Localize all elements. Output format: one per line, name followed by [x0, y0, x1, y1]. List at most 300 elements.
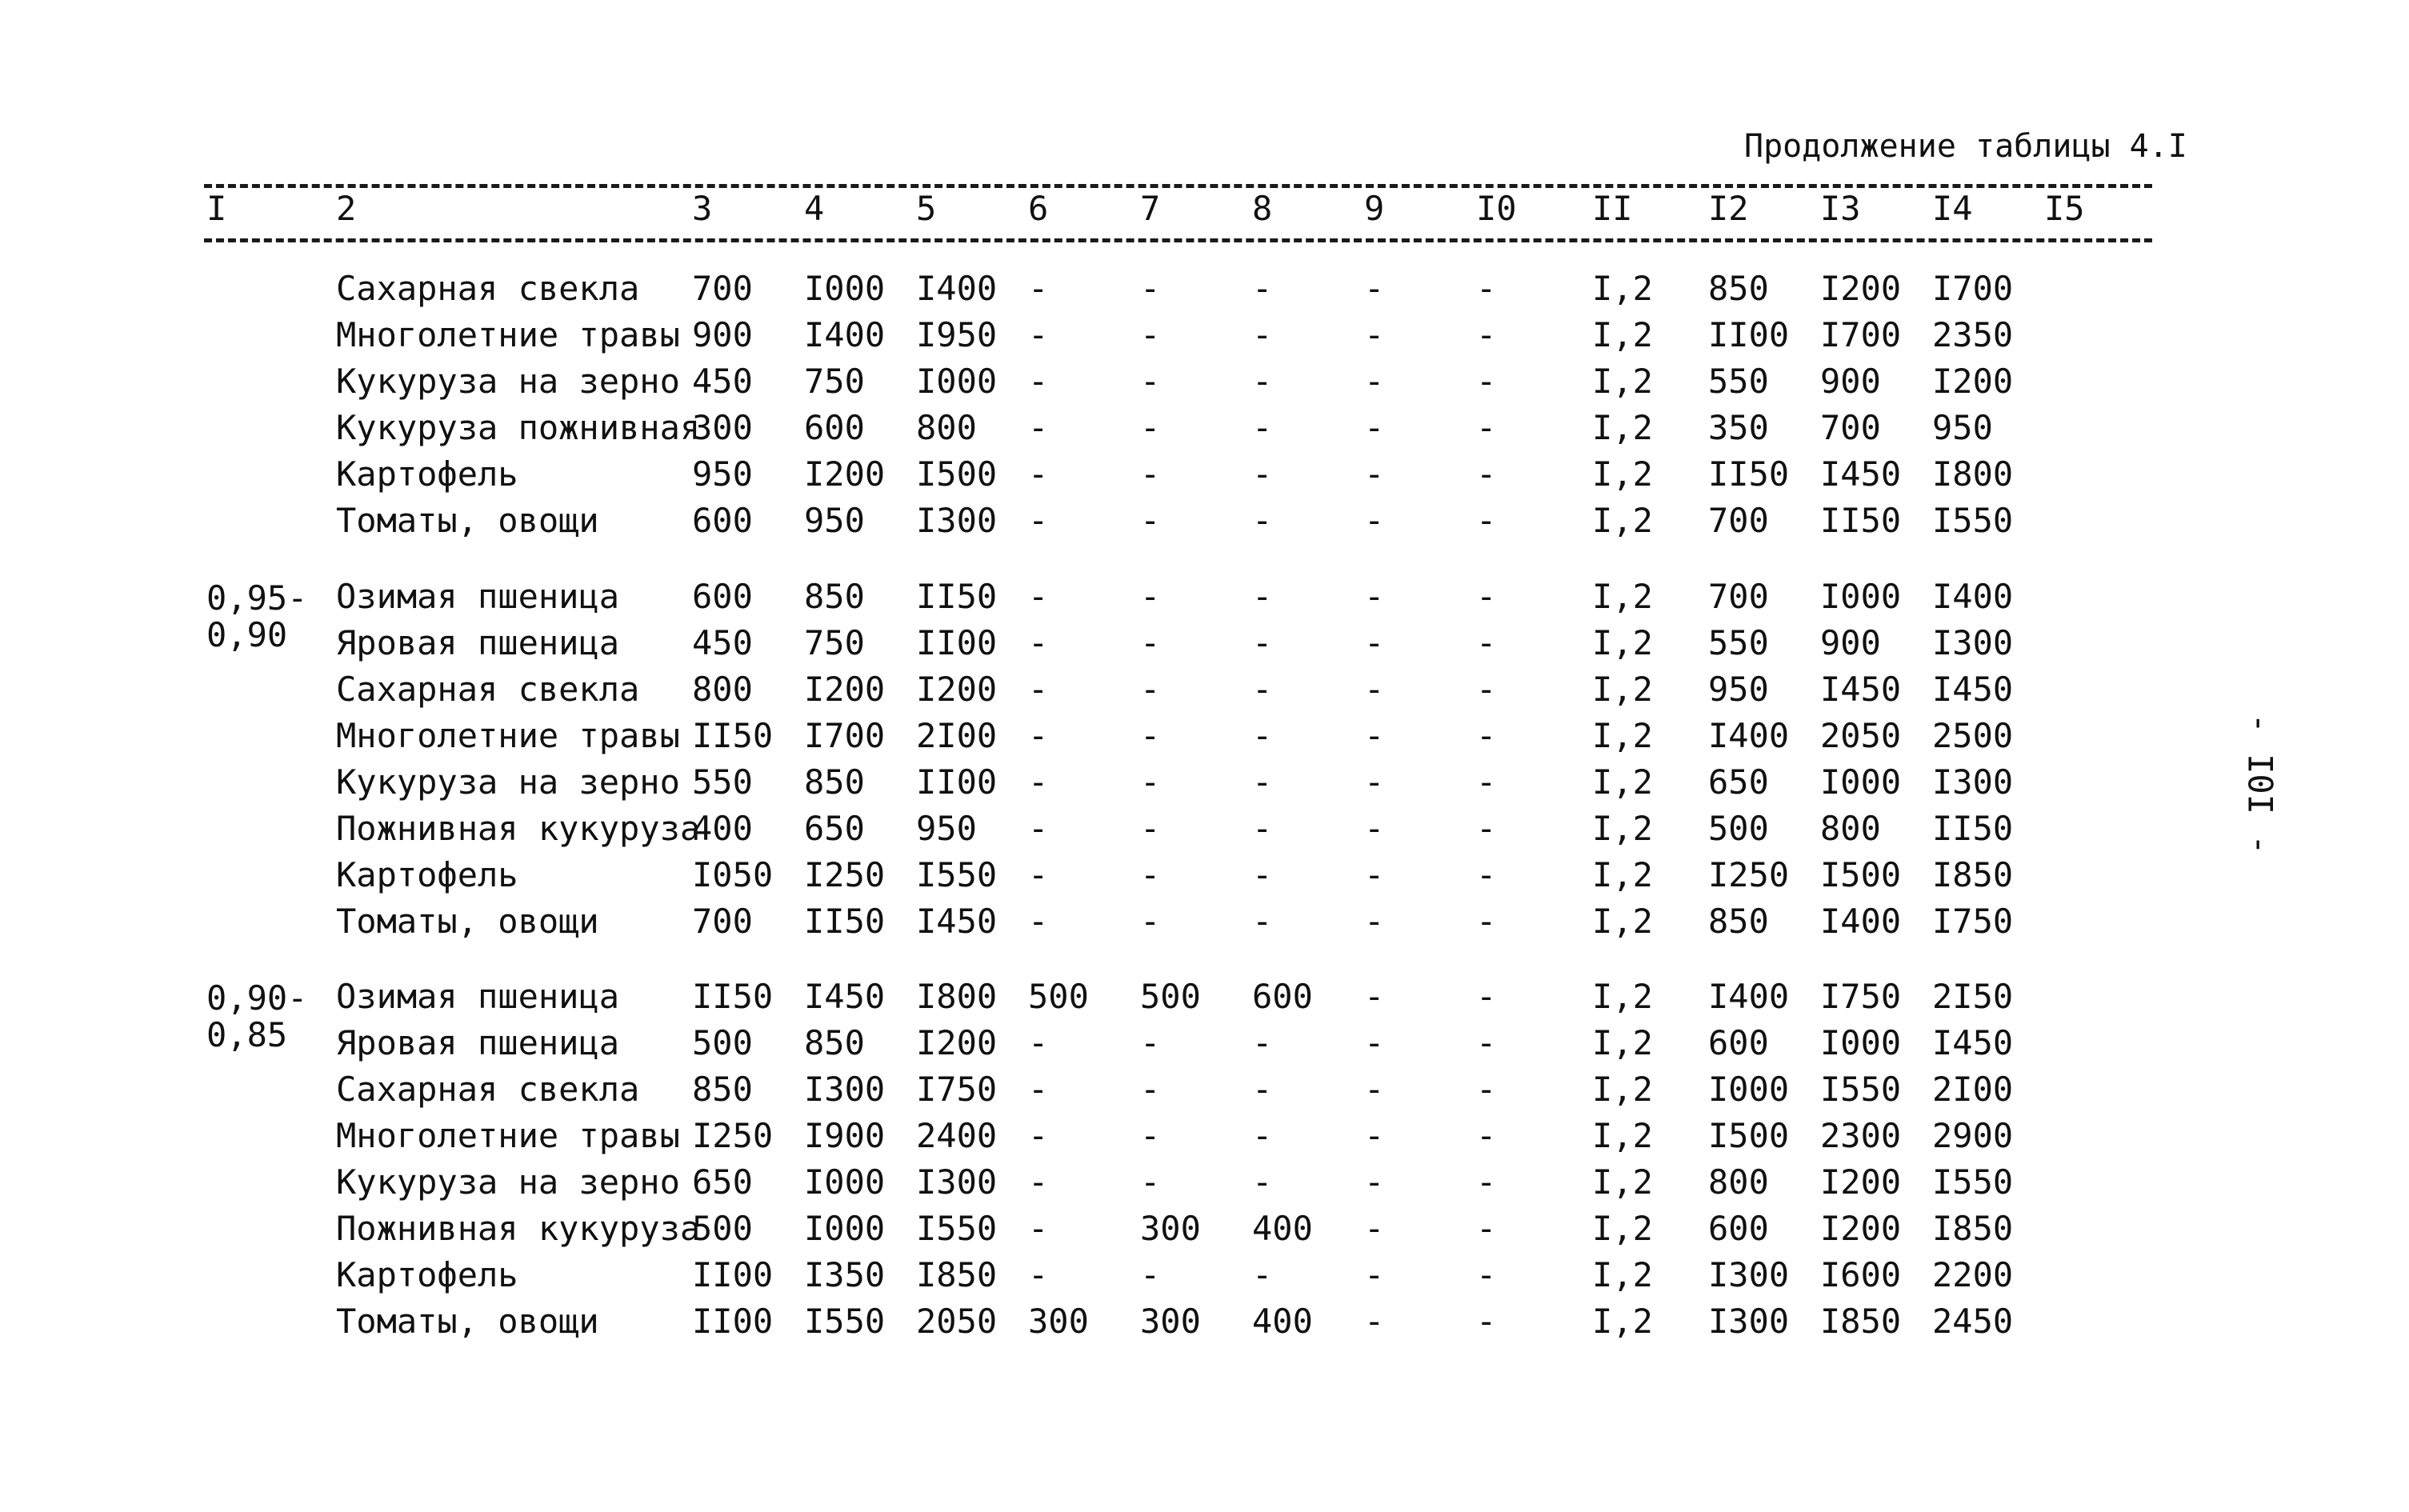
value-cell: I750: [1820, 977, 1902, 1016]
column-header-13: I3: [1820, 189, 1861, 228]
value-cell: -: [1028, 1023, 1049, 1062]
value-cell: -: [1252, 577, 1273, 616]
value-cell: I,2: [1592, 809, 1653, 848]
value-cell: -: [1252, 623, 1273, 662]
value-cell: 500: [692, 1209, 753, 1248]
crop-name-cell: Яровая пшеница: [336, 1023, 620, 1062]
value-cell: I,2: [1592, 315, 1653, 354]
crop-name-cell: Картофель: [336, 855, 518, 894]
value-cell: 600: [1708, 1023, 1769, 1062]
value-cell: I850: [1932, 1209, 2014, 1248]
value-cell: I000: [804, 269, 886, 308]
value-cell: -: [1140, 577, 1161, 616]
group-label: [206, 980, 307, 1054]
value-cell: -: [1476, 1116, 1497, 1155]
value-cell: 700: [1820, 408, 1881, 447]
group-label-line: 0,90: [206, 615, 288, 654]
value-cell: I,2: [1592, 269, 1653, 308]
value-cell: 750: [804, 623, 865, 662]
column-header-12: I2: [1708, 189, 1749, 228]
value-cell: 2450: [1932, 1302, 2014, 1341]
value-cell: 800: [1820, 809, 1881, 848]
value-cell: I550: [1820, 1070, 1902, 1109]
value-cell: -: [1252, 1255, 1273, 1294]
value-cell: -: [1028, 408, 1049, 447]
value-cell: -: [1140, 855, 1161, 894]
crop-name-cell: Картофель: [336, 454, 518, 494]
value-cell: -: [1364, 809, 1385, 848]
column-header-4: 4: [804, 189, 825, 228]
value-cell: II50: [916, 577, 998, 616]
value-cell: 850: [1708, 902, 1769, 941]
value-cell: -: [1252, 269, 1273, 308]
crop-name-cell: Сахарная свекла: [336, 1070, 640, 1109]
value-cell: I450: [1932, 1023, 2014, 1062]
value-cell: I,2: [1592, 362, 1653, 401]
column-header-5: 5: [916, 189, 937, 228]
value-cell: -: [1476, 408, 1497, 447]
value-cell: -: [1364, 1209, 1385, 1248]
value-cell: -: [1476, 762, 1497, 802]
value-cell: I,2: [1592, 977, 1653, 1016]
value-cell: I250: [692, 1116, 774, 1155]
value-cell: -: [1252, 362, 1273, 401]
value-cell: I200: [1820, 1209, 1902, 1248]
column-header-14: I4: [1932, 189, 1973, 228]
value-cell: 950: [916, 809, 977, 848]
value-cell: -: [1252, 1023, 1273, 1062]
value-cell: 700: [1708, 501, 1769, 540]
value-cell: 700: [692, 902, 753, 941]
value-cell: -: [1140, 501, 1161, 540]
value-cell: I550: [1932, 1162, 2014, 1202]
value-cell: -: [1140, 1023, 1161, 1062]
crop-name-cell: Пожнивная кукуруза: [336, 1209, 701, 1248]
value-cell: -: [1028, 902, 1049, 941]
value-cell: 2050: [1820, 716, 1902, 755]
group-label-line: 0,85: [206, 1015, 288, 1054]
value-cell: 400: [1252, 1209, 1313, 1248]
value-cell: 900: [692, 315, 753, 354]
value-cell: -: [1028, 577, 1049, 616]
value-cell: 700: [692, 269, 753, 308]
value-cell: -: [1140, 1116, 1161, 1155]
value-cell: -: [1140, 454, 1161, 494]
value-cell: I400: [1820, 902, 1902, 941]
value-cell: -: [1140, 716, 1161, 755]
crop-name-cell: Томаты, овощи: [336, 1302, 599, 1341]
value-cell: -: [1364, 855, 1385, 894]
value-cell: I,2: [1592, 577, 1653, 616]
value-cell: -: [1476, 454, 1497, 494]
value-cell: I,2: [1592, 670, 1653, 709]
header-bottom-rule: [204, 238, 2152, 242]
value-cell: -: [1140, 362, 1161, 401]
value-cell: 950: [804, 501, 865, 540]
value-cell: 500: [1028, 977, 1089, 1016]
value-cell: 850: [804, 762, 865, 802]
value-cell: II50: [1708, 454, 1790, 494]
value-cell: 850: [1708, 269, 1769, 308]
value-cell: -: [1364, 501, 1385, 540]
value-cell: -: [1140, 1255, 1161, 1294]
value-cell: 2I00: [1932, 1070, 2014, 1109]
crop-name-cell: Яровая пшеница: [336, 623, 620, 662]
value-cell: -: [1476, 716, 1497, 755]
value-cell: -: [1476, 855, 1497, 894]
value-cell: -: [1140, 670, 1161, 709]
value-cell: I550: [804, 1302, 886, 1341]
value-cell: 500: [1708, 809, 1769, 848]
value-cell: 350: [1708, 408, 1769, 447]
value-cell: -: [1476, 577, 1497, 616]
value-cell: I550: [916, 1209, 998, 1248]
value-cell: I,2: [1592, 1255, 1653, 1294]
value-cell: I,2: [1592, 762, 1653, 802]
value-cell: -: [1364, 1023, 1385, 1062]
value-cell: -: [1028, 762, 1049, 802]
crop-name-cell: Томаты, овощи: [336, 501, 599, 540]
crop-name-cell: Кукуруза на зерно: [336, 1162, 680, 1202]
value-cell: I450: [916, 902, 998, 941]
crop-name-cell: Кукуруза на зерно: [336, 362, 680, 401]
value-cell: -: [1476, 1302, 1497, 1341]
value-cell: I450: [1820, 454, 1902, 494]
value-cell: 900: [1820, 623, 1881, 662]
value-cell: II50: [692, 716, 774, 755]
value-cell: -: [1252, 408, 1273, 447]
value-cell: -: [1364, 577, 1385, 616]
value-cell: -: [1140, 1070, 1161, 1109]
value-cell: -: [1140, 623, 1161, 662]
value-cell: I850: [916, 1255, 998, 1294]
value-cell: I200: [1820, 1162, 1902, 1202]
value-cell: 650: [692, 1162, 753, 1202]
value-cell: I,2: [1592, 1209, 1653, 1248]
value-cell: I500: [1820, 855, 1902, 894]
value-cell: 850: [804, 1023, 865, 1062]
value-cell: -: [1252, 809, 1273, 848]
value-cell: I800: [1932, 454, 2014, 494]
value-cell: -: [1476, 1023, 1497, 1062]
value-cell: 550: [1708, 623, 1769, 662]
value-cell: -: [1364, 977, 1385, 1016]
value-cell: II00: [692, 1302, 774, 1341]
group-label-line: 0,90-: [206, 978, 308, 1018]
value-cell: -: [1028, 1209, 1049, 1248]
value-cell: -: [1252, 315, 1273, 354]
value-cell: 2350: [1932, 315, 2014, 354]
value-cell: I450: [1932, 670, 2014, 709]
value-cell: I400: [1932, 577, 2014, 616]
value-cell: I200: [916, 670, 998, 709]
value-cell: -: [1140, 315, 1161, 354]
value-cell: I,2: [1592, 855, 1653, 894]
value-cell: -: [1140, 809, 1161, 848]
value-cell: I,2: [1592, 1023, 1653, 1062]
value-cell: 550: [1708, 362, 1769, 401]
value-cell: -: [1028, 1116, 1049, 1155]
value-cell: I300: [916, 1162, 998, 1202]
column-header-7: 7: [1140, 189, 1161, 228]
value-cell: -: [1028, 670, 1049, 709]
value-cell: I,2: [1592, 902, 1653, 941]
value-cell: I700: [804, 716, 886, 755]
value-cell: I200: [1932, 362, 2014, 401]
value-cell: 900: [1820, 362, 1881, 401]
column-header-8: 8: [1252, 189, 1273, 228]
value-cell: -: [1364, 408, 1385, 447]
value-cell: -: [1364, 902, 1385, 941]
value-cell: 700: [1708, 577, 1769, 616]
value-cell: 600: [1252, 977, 1313, 1016]
value-cell: 600: [1708, 1209, 1769, 1248]
column-header-10: I0: [1476, 189, 1517, 228]
column-header-9: 9: [1364, 189, 1385, 228]
value-cell: 600: [692, 501, 753, 540]
value-cell: 400: [1252, 1302, 1313, 1341]
value-cell: II00: [916, 623, 998, 662]
value-cell: -: [1140, 762, 1161, 802]
value-cell: -: [1364, 315, 1385, 354]
crop-name-cell: Кукуруза пожнивная: [336, 408, 701, 447]
column-header-3: 3: [692, 189, 713, 228]
value-cell: -: [1252, 902, 1273, 941]
value-cell: 400: [692, 809, 753, 848]
value-cell: -: [1476, 1162, 1497, 1202]
value-cell: 300: [1140, 1302, 1201, 1341]
value-cell: 300: [692, 408, 753, 447]
value-cell: II00: [1708, 315, 1790, 354]
value-cell: 450: [692, 623, 753, 662]
value-cell: I600: [1820, 1255, 1902, 1294]
value-cell: 750: [804, 362, 865, 401]
value-cell: 2300: [1820, 1116, 1902, 1155]
value-cell: I300: [1932, 623, 2014, 662]
column-header-11: II: [1592, 189, 1633, 228]
value-cell: -: [1476, 1070, 1497, 1109]
value-cell: -: [1140, 902, 1161, 941]
value-cell: -: [1476, 362, 1497, 401]
value-cell: -: [1252, 1116, 1273, 1155]
value-cell: -: [1028, 716, 1049, 755]
value-cell: I000: [1820, 762, 1902, 802]
value-cell: I700: [1932, 269, 2014, 308]
crop-name-cell: Озимая пшеница: [336, 977, 620, 1016]
value-cell: I000: [1820, 1023, 1902, 1062]
value-cell: I550: [916, 855, 998, 894]
value-cell: I400: [804, 315, 886, 354]
value-cell: I300: [1708, 1255, 1790, 1294]
value-cell: -: [1364, 454, 1385, 494]
value-cell: -: [1140, 408, 1161, 447]
value-cell: 2500: [1932, 716, 2014, 755]
crop-name-cell: Озимая пшеница: [336, 577, 620, 616]
value-cell: -: [1252, 762, 1273, 802]
value-cell: I300: [916, 501, 998, 540]
value-cell: 450: [692, 362, 753, 401]
value-cell: I200: [804, 454, 886, 494]
value-cell: 300: [1140, 1209, 1201, 1248]
value-cell: I500: [916, 454, 998, 494]
crop-name-cell: Многолетние травы: [336, 315, 680, 354]
crop-name-cell: Томаты, овощи: [336, 902, 599, 941]
value-cell: -: [1364, 762, 1385, 802]
value-cell: -: [1028, 623, 1049, 662]
value-cell: -: [1364, 362, 1385, 401]
crop-name-cell: Сахарная свекла: [336, 670, 640, 709]
value-cell: 800: [692, 670, 753, 709]
value-cell: 600: [804, 408, 865, 447]
value-cell: I,2: [1592, 1070, 1653, 1109]
value-cell: I,2: [1592, 1302, 1653, 1341]
value-cell: -: [1028, 855, 1049, 894]
value-cell: I850: [1820, 1302, 1902, 1341]
value-cell: 550: [692, 762, 753, 802]
value-cell: -: [1252, 454, 1273, 494]
value-cell: 500: [1140, 977, 1201, 1016]
value-cell: I,2: [1592, 1162, 1653, 1202]
value-cell: -: [1028, 454, 1049, 494]
value-cell: -: [1364, 670, 1385, 709]
value-cell: I900: [804, 1116, 886, 1155]
value-cell: 2900: [1932, 1116, 2014, 1155]
value-cell: -: [1364, 623, 1385, 662]
value-cell: -: [1252, 501, 1273, 540]
value-cell: -: [1476, 670, 1497, 709]
value-cell: II50: [804, 902, 886, 941]
value-cell: -: [1140, 269, 1161, 308]
value-cell: I000: [916, 362, 998, 401]
value-cell: I000: [1820, 577, 1902, 616]
value-cell: -: [1028, 362, 1049, 401]
value-cell: II00: [692, 1255, 774, 1294]
value-cell: I000: [804, 1209, 886, 1248]
value-cell: I550: [1932, 501, 2014, 540]
value-cell: -: [1028, 1070, 1049, 1109]
value-cell: 850: [804, 577, 865, 616]
group-label-line: 0,95-: [206, 578, 308, 618]
value-cell: I000: [804, 1162, 886, 1202]
value-cell: 950: [692, 454, 753, 494]
value-cell: -: [1364, 1302, 1385, 1341]
value-cell: I300: [1932, 762, 2014, 802]
value-cell: II50: [692, 977, 774, 1016]
value-cell: -: [1364, 1255, 1385, 1294]
value-cell: I500: [1708, 1116, 1790, 1155]
value-cell: I400: [916, 269, 998, 308]
value-cell: -: [1028, 809, 1049, 848]
value-cell: -: [1476, 1255, 1497, 1294]
value-cell: -: [1476, 315, 1497, 354]
value-cell: I350: [804, 1255, 886, 1294]
value-cell: 650: [804, 809, 865, 848]
column-header-2: 2: [336, 189, 357, 228]
crop-name-cell: Кукуруза на зерно: [336, 762, 680, 802]
value-cell: I250: [1708, 855, 1790, 894]
value-cell: 2200: [1932, 1255, 2014, 1294]
value-cell: -: [1252, 1070, 1273, 1109]
value-cell: -: [1364, 716, 1385, 755]
value-cell: I850: [1932, 855, 2014, 894]
value-cell: 950: [1708, 670, 1769, 709]
value-cell: -: [1476, 809, 1497, 848]
page-number: - I0I -: [2240, 713, 2280, 855]
value-cell: 2I00: [916, 716, 998, 755]
value-cell: 2I50: [1932, 977, 2014, 1016]
value-cell: -: [1252, 855, 1273, 894]
value-cell: -: [1476, 501, 1497, 540]
value-cell: I,2: [1592, 623, 1653, 662]
value-cell: -: [1364, 1116, 1385, 1155]
crop-name-cell: Многолетние травы: [336, 716, 680, 755]
value-cell: -: [1028, 1162, 1049, 1202]
value-cell: -: [1476, 977, 1497, 1016]
value-cell: I,2: [1592, 408, 1653, 447]
value-cell: I400: [1708, 977, 1790, 1016]
value-cell: I300: [804, 1070, 886, 1109]
value-cell: -: [1252, 716, 1273, 755]
crop-name-cell: Картофель: [336, 1255, 518, 1294]
value-cell: -: [1028, 315, 1049, 354]
value-cell: I,2: [1592, 501, 1653, 540]
group-label: [206, 580, 307, 654]
crop-name-cell: Пожнивная кукуруза: [336, 809, 701, 848]
value-cell: -: [1476, 623, 1497, 662]
value-cell: I200: [1820, 269, 1902, 308]
value-cell: I300: [1708, 1302, 1790, 1341]
value-cell: 800: [1708, 1162, 1769, 1202]
value-cell: I000: [1708, 1070, 1790, 1109]
crop-name-cell: Многолетние травы: [336, 1116, 680, 1155]
column-header-1: I: [206, 189, 227, 228]
value-cell: 600: [692, 577, 753, 616]
value-cell: I250: [804, 855, 886, 894]
crop-name-cell: Сахарная свекла: [336, 269, 640, 308]
value-cell: I,2: [1592, 1116, 1653, 1155]
value-cell: -: [1476, 902, 1497, 941]
value-cell: I750: [1932, 902, 2014, 941]
value-cell: 2400: [916, 1116, 998, 1155]
value-cell: 500: [692, 1023, 753, 1062]
value-cell: -: [1028, 269, 1049, 308]
value-cell: 650: [1708, 762, 1769, 802]
value-cell: I400: [1708, 716, 1790, 755]
value-cell: 950: [1932, 408, 1993, 447]
value-cell: II00: [916, 762, 998, 802]
value-cell: II50: [1820, 501, 1902, 540]
value-cell: I750: [916, 1070, 998, 1109]
value-cell: I450: [804, 977, 886, 1016]
value-cell: 2050: [916, 1302, 998, 1341]
value-cell: I,2: [1592, 716, 1653, 755]
value-cell: -: [1364, 1070, 1385, 1109]
value-cell: I950: [916, 315, 998, 354]
value-cell: I200: [916, 1023, 998, 1062]
value-cell: -: [1364, 1162, 1385, 1202]
value-cell: I050: [692, 855, 774, 894]
value-cell: 800: [916, 408, 977, 447]
value-cell: I,2: [1592, 454, 1653, 494]
value-cell: -: [1476, 269, 1497, 308]
value-cell: I800: [916, 977, 998, 1016]
table-caption: Продолжение таблицы 4.I: [1744, 128, 2187, 165]
column-header-15: I5: [2044, 189, 2085, 228]
value-cell: -: [1028, 1255, 1049, 1294]
value-cell: -: [1252, 1162, 1273, 1202]
value-cell: -: [1476, 1209, 1497, 1248]
value-cell: -: [1364, 269, 1385, 308]
